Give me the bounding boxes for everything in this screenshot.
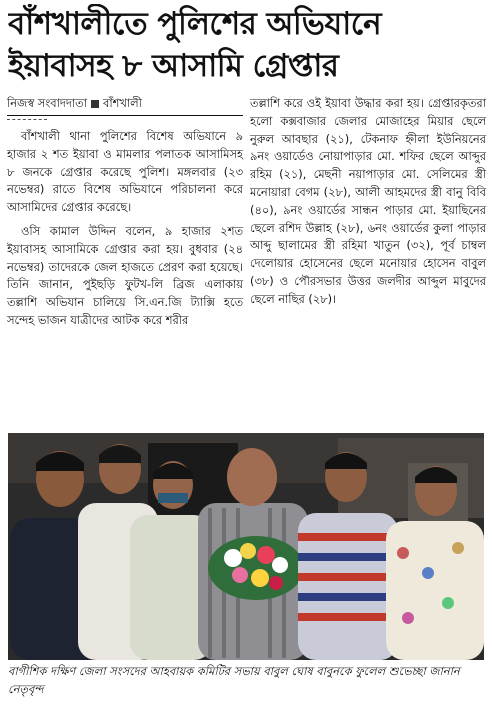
byline-dotted-rule	[7, 119, 47, 120]
news-photo	[8, 433, 484, 660]
article-paragraph-1: বাঁশখালী থানা পুলিশের বিশেষ অভিযানে ৯ হাজার ২ শত ইয়াবা ও মামলার পলাতক আসামিসহ ৮ জনকে গ্রেপ্তার করেছে পুলিশ। মঙ্গলবার (২৩ নভেম্বর) রাতে বিশেষ অভিযানে পরিচালনা করে আসামিদের গ্রেপ্তার করেছে।	[7, 129, 243, 215]
square-bullet-icon	[91, 100, 99, 108]
byline-rule	[7, 115, 243, 116]
headline-line-1: বাঁশখালীতে পুলিশের অভিযানে	[8, 6, 382, 42]
headline-line-2: ইয়াবাসহ ৮ আসামি গ্রেপ্তার	[8, 48, 339, 84]
group-photo-illustration	[8, 433, 484, 660]
byline-reporter: নিজস্ব সংবাদদাতা	[7, 96, 87, 111]
article-column-left	[7, 95, 243, 330]
photo-caption: বাগীশিক দক্ষিণ জেলা সংসদের আহবায়ক কমিটির সভায় বাবুল ঘোষ বাবুনকে ফুলেল শুভেচ্ছা জানান নেতৃবৃন্দ	[8, 664, 460, 696]
byline-location: বাঁশখালী	[103, 96, 142, 111]
article-paragraph-3: তল্লাশি করে ওই ইয়াবা উদ্ধার করা হয়। গ্রেপ্তারকৃতরা হলো কক্সবাজার জেলার মোজাহের মিয়ার ছেলে নুরুল আবছার (২১), টেকনাফ হ্নীলা ইউনিয়নের ৯নং ওয়ার্ডেও নোয়াপাড়ার মো. শফির ছেলে আব্দুর রহিম (২১), মেছনী নয়াপাড়ার মো. সেলিমের স্ত্রী মনোয়ারা বেগম (২৮), আলী আহমদের স্ত্রী বানু বিবি (৪০), ৯নং ওয়ার্ডের সান্ধন পাড়ার মো. ইয়াছিনের ছেলে রশিদ উল্লাহ (২৮), ৬নং ওয়ার্ডের কুলা পাড়ার আব্দু ছালামের স্ত্রী রহিমা খাতুন (৩২), পূর্ব চাম্বল দেলোয়ার হোসেনের ছেলে মনোয়ার হোসেন বাবুল (৩৮) ও পৌরসভার উত্তর জলদীর আব্দুল মাবুদের ছেলে নাছির (২৮)।	[250, 96, 486, 306]
article-column-right	[250, 95, 486, 309]
article-paragraph-2: ওসি কামাল উদ্দিন বলেন, ৯ হাজার ২শত ইয়াবাসহ আসামিকে গ্রেপ্তার করা হয়। বুধবার (২৪ নভেম্বর) তাদেরকে জেল হাজতে প্রেরণ করা হয়েছে। তিনি জানান, পুইছড়ি ফুটখ-লি ব্রিজ এলাকায় তল্লাশি অভিযান চালিয়ে সি.এন.জি ট্যাক্সি হতে সন্দেহ ভাজন যাত্রীদের আটক করে শরীর	[7, 223, 243, 327]
byline	[7, 95, 243, 113]
